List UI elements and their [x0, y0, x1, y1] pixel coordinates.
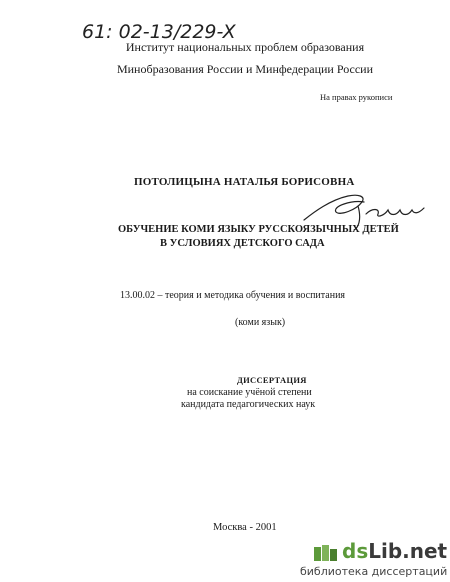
dslib-logo: [342, 539, 447, 563]
city-and-year: Москва - 2001: [213, 522, 277, 533]
institute-name-line1: Институт национальных проблем образования: [125, 40, 365, 54]
degree-line2: кандидата педагогических наук: [181, 399, 316, 410]
manuscript-rights-note: На правах рукописи: [320, 92, 393, 102]
specialty-subject: (коми язык): [235, 317, 286, 328]
dissertation-title-line1: ОБУЧЕНИЕ КОМИ ЯЗЫКУ РУССКОЯЗЫЧНЫХ ДЕТЕЙ: [118, 224, 399, 235]
book-stack-icon: [312, 543, 340, 563]
degree-line1: на соискание учёной степени: [187, 387, 312, 398]
logo-prefix: ds: [342, 539, 369, 563]
specialty-code: 13.00.02 – теория и методика обучения и воспитания: [120, 290, 346, 301]
institute-name-line2: Минобразования России и Минфедерации России: [116, 62, 374, 76]
dslib-watermark[interactable]: [298, 537, 448, 581]
logo-rest: Lib.net: [368, 539, 448, 563]
dslib-caption: библиотека диссертаций: [300, 565, 448, 578]
document-type-label: ДИССЕРТАЦИЯ: [237, 375, 307, 385]
archive-code-text: 61: 02-13/229-X: [82, 21, 236, 43]
author-name: ПОТОЛИЦЫНА НАТАЛЬЯ БОРИСОВНА: [134, 176, 355, 188]
dissertation-title-line2: В УСЛОВИЯХ ДЕТСКОГО САДА: [160, 238, 325, 249]
